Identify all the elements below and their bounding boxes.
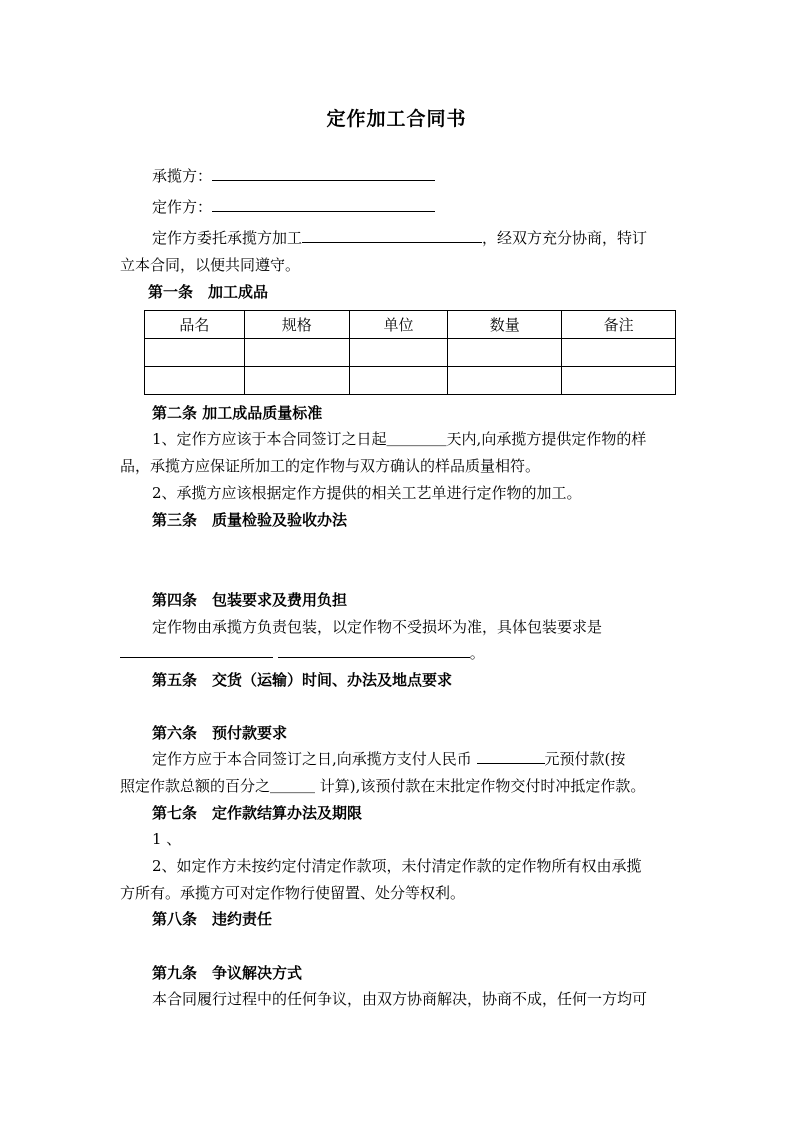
article-8-heading: 第八条 违约责任 [152,910,273,928]
intro-line-2: 立本合同，以便共同遵守。 [120,256,301,274]
article-6-heading: 第六条 预付款要求 [152,724,288,742]
table-row [145,367,676,395]
document-title: 定作加工合同书 [326,108,467,130]
table-row [145,339,676,367]
intro-text-1: 定作方委托承揽方加工 [152,229,303,247]
orderer-blank[interactable] [212,197,435,212]
table-cell[interactable] [562,367,676,395]
article-7-paragraph-2-line-2: 方所有。承揽方可对定作物行使留置、处分等权利。 [120,884,466,902]
packaging-blank-2[interactable] [278,643,470,658]
article-6-text-2: 元预付款(按 [544,750,626,768]
table-cell[interactable] [244,367,349,395]
processing-item-blank[interactable] [302,228,482,243]
orderer-label: 定作方： [152,198,213,216]
intro-text-2: ，经双方充分协商，特订 [482,229,648,247]
article-7-paragraph-1: 1 、 [152,830,182,848]
article-9-heading: 第九条 争议解决方式 [152,964,303,982]
article-6-line-2: 照定作款总额的百分之＿＿＿ 计算),该预付款在末批定作物交付时冲抵定作款。 [120,777,646,795]
table-header-row [145,311,676,339]
article-1-heading: 第一条 加工成品 [148,283,269,301]
article-4-line-2 [120,643,485,663]
table-cell[interactable] [448,367,562,395]
packaging-blank-1[interactable] [120,643,273,658]
article-5-heading: 第五条 交货（运输）时间、办法及地点要求 [152,671,453,689]
table-cell[interactable] [349,367,448,395]
contractor-label: 承揽方： [152,167,213,185]
contractor-line [152,166,435,186]
article-2-heading: 第二条 加工成品质量标准 [152,404,323,422]
article-4-heading: 第四条 包装要求及费用负担 [152,591,348,609]
contractor-blank[interactable] [212,166,435,181]
table-cell[interactable] [244,339,349,367]
table-cell[interactable] [448,339,562,367]
article-9-line-1: 本合同履行过程中的任何争议，由双方协商解决，协商不成，任何一方均可 [152,990,648,1008]
table-cell[interactable] [145,367,245,395]
article-7-heading: 第七条 定作款结算办法及期限 [152,804,363,822]
orderer-line [152,197,435,217]
table-cell[interactable] [562,339,676,367]
article-7-paragraph-2-line-1: 2、如定作方未按约定付清定作款项，未付清定作款的定作物所有权由承揽 [152,857,642,875]
header-unit: 单位 [349,311,448,339]
article-4-end: 。 [469,644,485,662]
header-quantity: 数量 [448,311,562,339]
article-2-paragraph-1-line-1: 1、定作方应该于本合同签订之日起＿＿＿＿天内,向承揽方提供定作物的样 [152,430,647,448]
header-product-name: 品名 [145,311,245,339]
products-table [144,310,676,395]
article-2-paragraph-2: 2、承揽方应该根据定作方提供的相关工艺单进行定作物的加工。 [152,484,582,502]
header-remarks: 备注 [562,311,676,339]
prepayment-amount-blank[interactable] [477,749,545,764]
table-cell[interactable] [349,339,448,367]
intro-line-1 [152,228,647,248]
article-4-line-1: 定作物由承揽方负责包装，以定作物不受损坏为准，具体包装要求是 [152,618,603,636]
article-2-paragraph-1-line-2: 品，承揽方应保证所加工的定作物与双方确认的样品质量相符。 [120,457,541,475]
table-cell[interactable] [145,339,245,367]
article-6-text-1: 定作方应于本合同签订之日,向承揽方支付人民币 [152,750,477,768]
article-3-heading: 第三条 质量检验及验收办法 [152,511,348,529]
header-specification: 规格 [244,311,349,339]
article-6-line-1 [152,749,625,769]
